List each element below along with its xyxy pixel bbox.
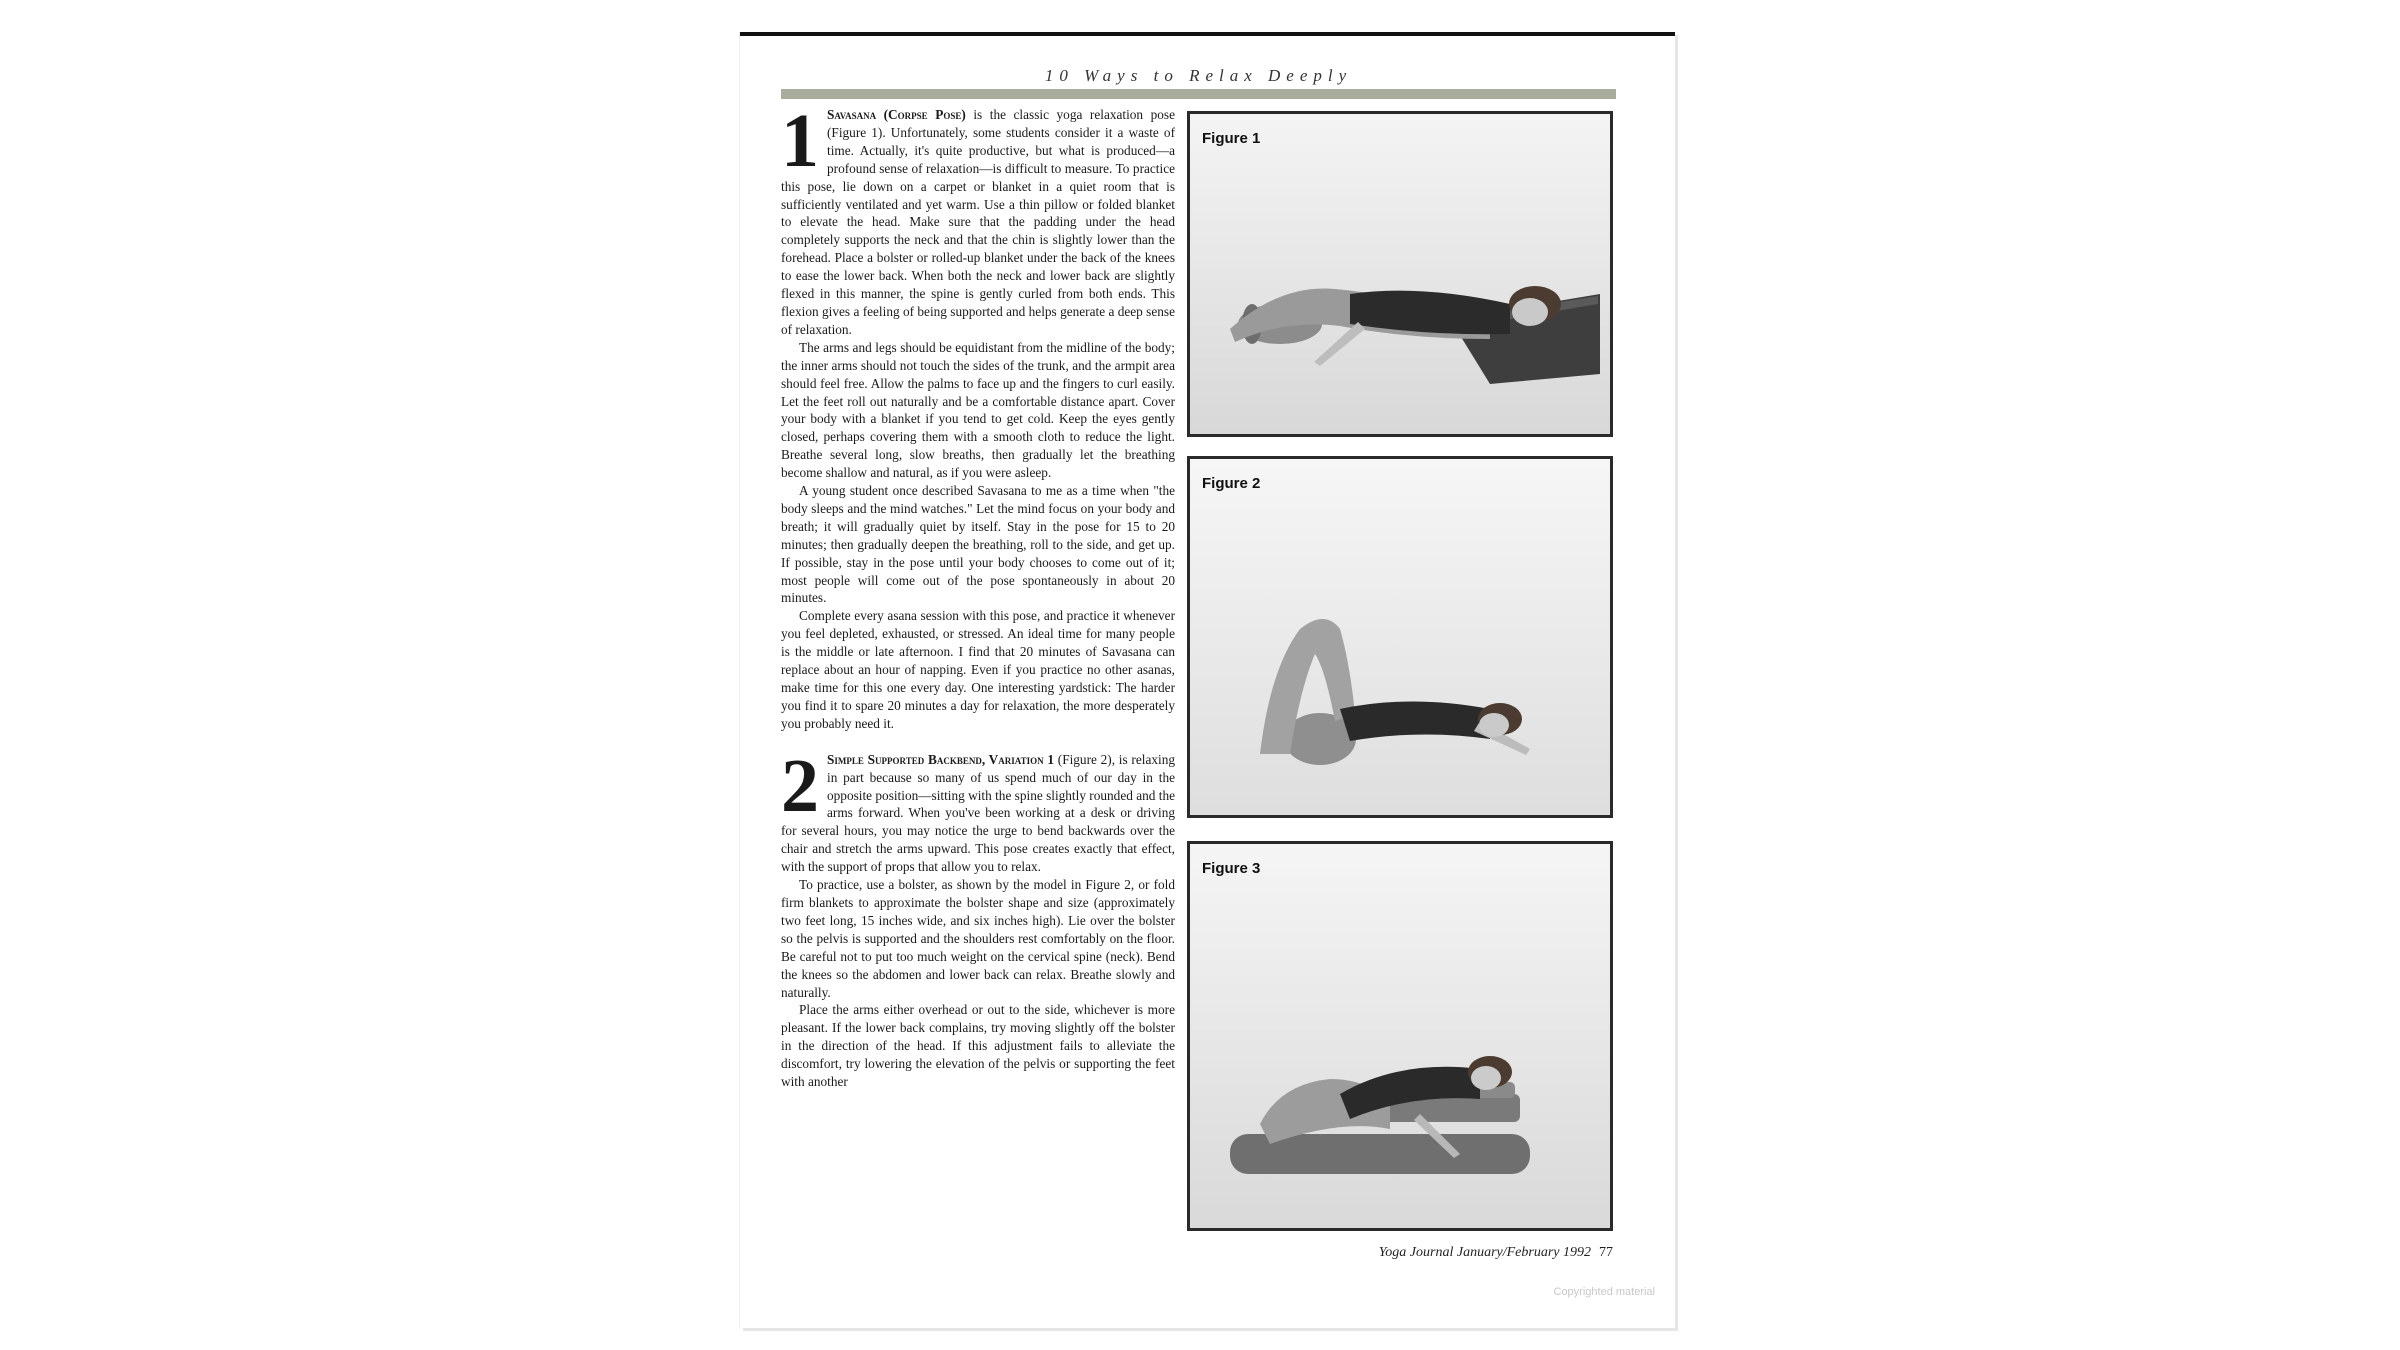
section-1-paragraph-1	[781, 99, 1176, 339]
figure-2-photo	[1187, 456, 1613, 818]
section-2	[781, 743, 1175, 1091]
section-1	[781, 99, 1176, 733]
figure-1-illustration	[1190, 114, 1610, 434]
article-text-column	[781, 99, 1176, 1091]
figure-3-illustration	[1190, 844, 1610, 1228]
section-2-paragraph-2: To practice, use a bolster, as shown by the model in Figure 2, or fold firm blankets to approximate the bolster shape and size (approximately two feet long, 15 inches wide, and six inches high). Lie over the bolster so the pelvis is supported and the shoulders rest comfortably on the floor. Be careful not to put too much weight on the cervical spine (neck). Bend the knees so the abdomen and lower back can relax. Breathe slowly and naturally.	[781, 877, 1175, 1000]
header-bar	[781, 89, 1616, 99]
section-1-paragraph-1-text: is the classic yoga relaxation pose (Figure 1). Unfortunately, some students consider it a waste of time. Actually, it's quite productive, but what is produced—a profound sense of relaxation—is difficult to measure. To practice this pose, lie down on a carpet or blanket in a quiet room that is sufficiently ventilated and yet warm. Use a thin pillow or folded blanket to elevate the head. Make sure that the padding under the head completely supports the neck and that the chin is slightly lower than the forehead. Place a bolster or rolled-up blanket under the back of the knees to ease the lower back. When both the neck and lower back are slightly flexed in this manner, the spine is gently curled from both ends. This flexion gives a feeling of being supported and helps generate a deep sense of relaxation.	[781, 107, 1176, 337]
section-2-paragraph-1-text: (Figure 2), is relaxing in part because so many of us spend much of our day in the opposite position—sitting with the spine slightly rounded and the arms forward. When you've been working at a desk or driving for several hours, you may notice the urge to bend backwards over the chair and stretch the arms upward. This pose creates exactly that effect, with the support of props that allow you to relax.	[781, 751, 1175, 875]
drop-cap-1: 1	[781, 99, 819, 183]
section-1-lead: Savasana (Corpse Pose)	[827, 107, 966, 122]
section-1-paragraph-2: The arms and legs should be equidistant from the midline of the body; the inner arms should not touch the sides of the trunk, and the armpit area should feel free. Allow the palms to face up and the fingers to curl easily. Let the feet roll out naturally and be a comfortable distance apart. Cover your body with a blanket if you tend to get cold. Keep the eyes gently closed, perhaps covering them with a smooth cloth to reduce the light. Breathe several long, slow breaths, then gradually let the breathing become shallow and natural, as if you were asleep.	[781, 339, 1175, 481]
figure-3-photo	[1187, 841, 1613, 1231]
section-2-paragraph-3: Place the arms either overhead or out to the side, whichever is more pleasant. If the lower back complains, try moving slightly off the bolster in the direction of the head. If this adjustment fails to alleviate the discomfort, try lowering the elevation of the pelvis or supporting the feet with another	[781, 1002, 1175, 1090]
section-2-lead: Simple Supported Backbend, Variation 1	[827, 751, 1055, 767]
page-number: 77	[1599, 1245, 1613, 1260]
figure-2-illustration	[1190, 459, 1610, 815]
figure-3-label: Figure 3	[1202, 860, 1261, 877]
drop-cap-2: 2	[781, 743, 819, 828]
magazine-page	[740, 32, 1675, 1328]
section-2-paragraph-1	[781, 743, 1175, 876]
section-1-paragraph-3: A young student once described Savasana to me as a time when "the body sleeps and the mind watches." Let the mind focus on your body and breath; it will gradually quiet by itself. Stay in the pose for 15 to 20 minutes; then gradually deepen the breathing, roll to the side, and get up. If possible, stay in the pose until your body chooses to come out of it; most people will come out of the pose spontaneously in about 20 minutes.	[781, 483, 1175, 606]
running-header: 10 Ways to Relax Deeply	[1044, 66, 1353, 85]
page-footer	[1379, 1245, 1613, 1261]
figure-1-photo	[1187, 111, 1613, 437]
copyright-notice: Copyrighted material	[1553, 1286, 1655, 1298]
section-1-paragraph-4: Complete every asana session with this pose, and practice it whenever you feel depleted, exhausted, or stressed. An ideal time for many people is the middle or late afternoon. I find that 20 minutes of Savasana can replace about an hour of napping. Even if you practice no other asanas, make time for this one every day. One interesting yardstick: The harder you find it to spare 20 minutes a day for relaxation, the more desperately you probably need it.	[781, 608, 1175, 731]
figure-2-label: Figure 2	[1202, 475, 1261, 492]
journal-citation: Yoga Journal January/February 1992	[1378, 1245, 1591, 1260]
figure-1-label: Figure 1	[1202, 130, 1261, 147]
top-rule	[740, 32, 1675, 36]
